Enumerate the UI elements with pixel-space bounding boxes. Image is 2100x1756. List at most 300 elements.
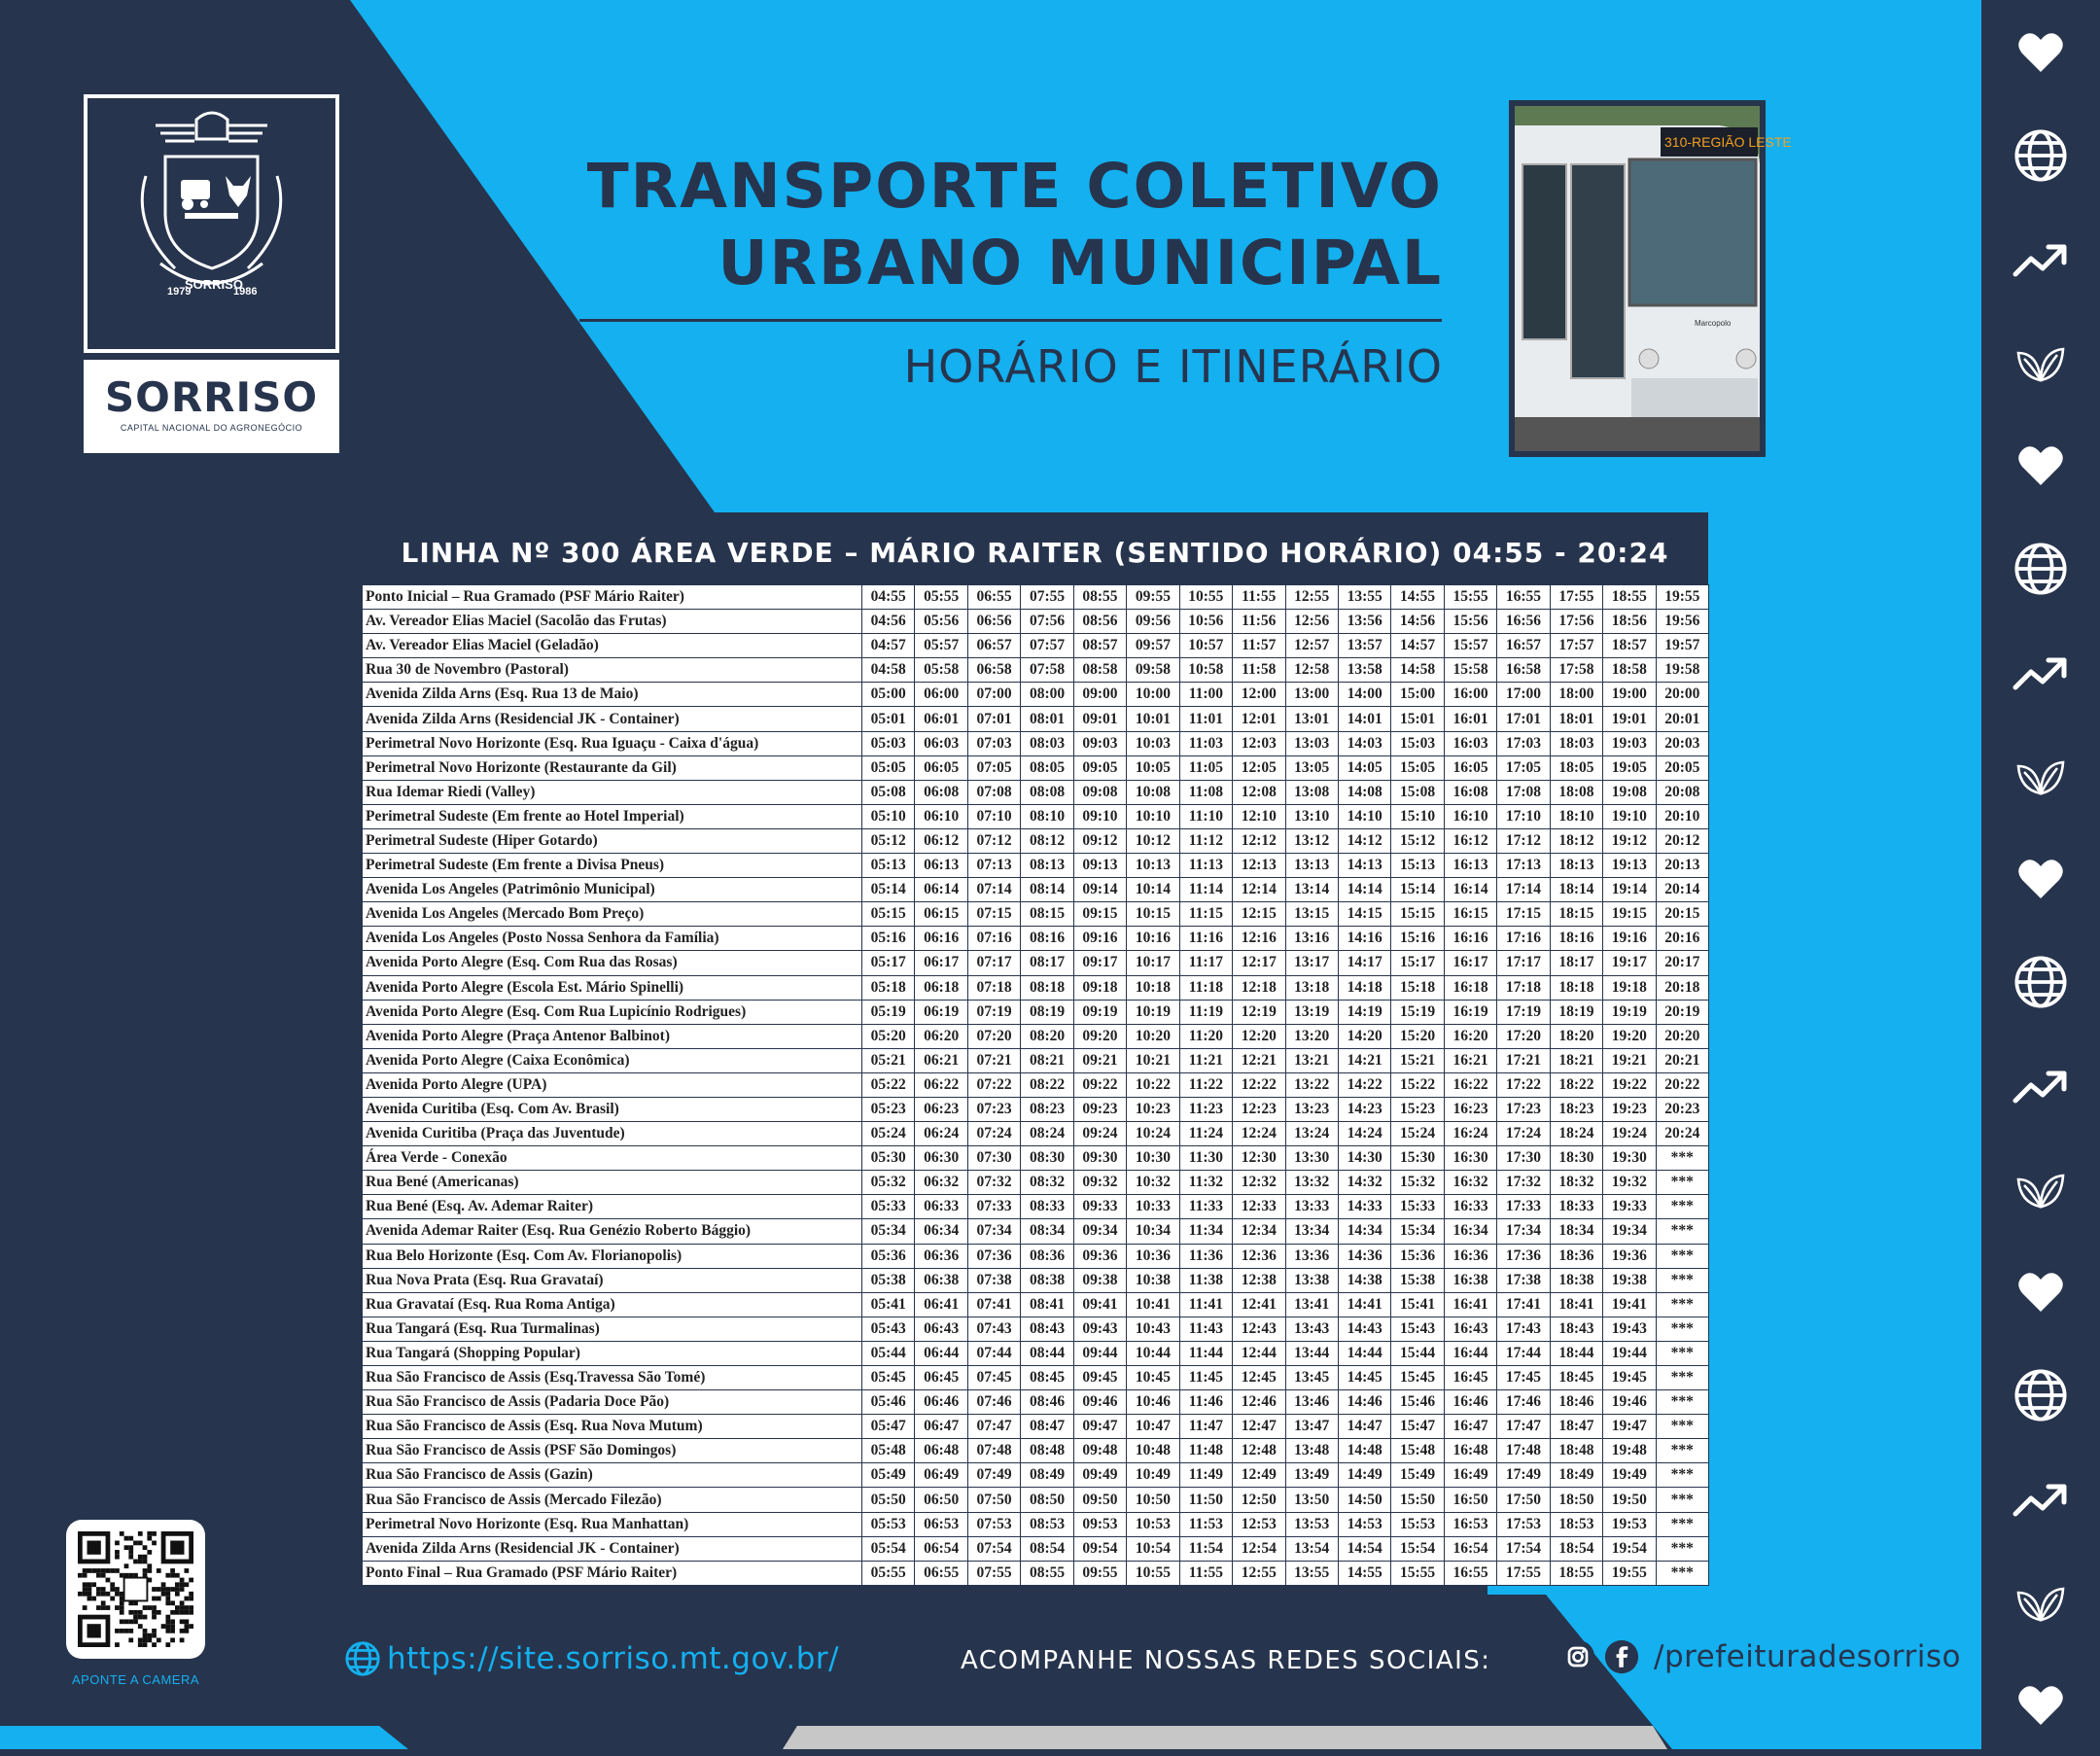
title-line-1: TRANSPORTE COLETIVO	[586, 151, 1443, 222]
departure-time: 18:23	[1550, 1097, 1602, 1121]
departure-time: 17:14	[1497, 878, 1550, 902]
departure-time: 06:41	[915, 1292, 967, 1317]
departure-time: 06:34	[915, 1219, 967, 1244]
stop-name: Rua Tangará (Shopping Popular)	[363, 1341, 862, 1365]
departure-time: 06:55	[915, 1561, 967, 1585]
departure-time: 13:54	[1285, 1536, 1338, 1561]
departure-time: 07:38	[967, 1268, 1020, 1292]
departure-time: 20:08	[1656, 780, 1708, 804]
schedule-row	[363, 1146, 1709, 1171]
departure-time: 06:15	[915, 902, 967, 927]
departure-time: 09:15	[1073, 902, 1126, 927]
departure-time: 07:34	[967, 1219, 1020, 1244]
departure-time: 11:01	[1179, 707, 1232, 731]
departure-time: 18:21	[1550, 1048, 1602, 1072]
schedule-row	[363, 927, 1709, 951]
departure-time: 11:16	[1179, 927, 1232, 951]
departure-time: ***	[1656, 1171, 1708, 1195]
departure-time: 16:46	[1444, 1390, 1496, 1415]
departure-time: 19:46	[1603, 1390, 1656, 1415]
departure-time: 18:10	[1550, 804, 1602, 828]
schedule-row	[363, 634, 1709, 658]
departure-time: 20:21	[1656, 1048, 1708, 1072]
departure-time: 08:46	[1021, 1390, 1073, 1415]
departure-time: 10:41	[1127, 1292, 1179, 1317]
departure-time: 11:45	[1179, 1366, 1232, 1390]
departure-time: 05:24	[862, 1122, 915, 1146]
departure-time: 05:15	[862, 902, 915, 927]
departure-time: 09:55	[1073, 1561, 1126, 1585]
departure-time: 13:47	[1285, 1415, 1338, 1439]
departure-time: 05:58	[915, 658, 967, 683]
departure-time: 18:17	[1550, 951, 1602, 975]
departure-time: 08:05	[1021, 755, 1073, 780]
departure-time: 19:57	[1656, 634, 1708, 658]
departure-time: 11:10	[1179, 804, 1232, 828]
departure-time: ***	[1656, 1561, 1708, 1585]
departure-time: 15:46	[1391, 1390, 1444, 1415]
departure-time: 05:19	[862, 1000, 915, 1024]
departure-time: 15:17	[1391, 951, 1444, 975]
departure-time: 16:55	[1444, 1561, 1496, 1585]
departure-time: 07:20	[967, 1024, 1020, 1048]
departure-time: 11:54	[1179, 1536, 1232, 1561]
departure-time: 18:20	[1550, 1024, 1602, 1048]
departure-time: 07:03	[967, 731, 1020, 755]
departure-time: 07:22	[967, 1072, 1020, 1097]
departure-time: 18:47	[1550, 1415, 1602, 1439]
departure-time: 08:36	[1021, 1244, 1073, 1268]
departure-time: 10:45	[1127, 1366, 1179, 1390]
departure-time: 16:38	[1444, 1268, 1496, 1292]
departure-time: 19:34	[1603, 1219, 1656, 1244]
departure-time: 19:33	[1603, 1195, 1656, 1219]
departure-time: 19:47	[1603, 1415, 1656, 1439]
schedule-row	[363, 1512, 1709, 1536]
heart-icon	[2017, 31, 2064, 74]
side-trend-tile	[1981, 622, 2100, 723]
departure-time: 10:44	[1127, 1341, 1179, 1365]
departure-time: 17:48	[1497, 1439, 1550, 1463]
departure-time: 05:50	[862, 1488, 915, 1512]
departure-time: 18:43	[1550, 1317, 1602, 1341]
departure-time: 16:20	[1444, 1024, 1496, 1048]
departure-time: 08:58	[1073, 658, 1126, 683]
departure-time: 10:50	[1127, 1488, 1179, 1512]
departure-time: 09:23	[1073, 1097, 1126, 1121]
departure-time: ***	[1656, 1195, 1708, 1219]
departure-time: 10:18	[1127, 975, 1179, 1000]
departure-time: 11:24	[1179, 1122, 1232, 1146]
departure-time: 08:19	[1021, 1000, 1073, 1024]
departure-time: 17:50	[1497, 1488, 1550, 1512]
side-globe-tile	[1981, 1345, 2100, 1446]
departure-time: 14:12	[1338, 828, 1390, 853]
departure-time: 11:08	[1179, 780, 1232, 804]
stop-name: Perimetral Novo Horizonte (Esq. Rua Manhattan)	[363, 1512, 862, 1536]
departure-time: 12:55	[1233, 1561, 1285, 1585]
departure-time: 15:00	[1391, 683, 1444, 707]
departure-time: 07:05	[967, 755, 1020, 780]
globe-icon	[2012, 541, 2069, 597]
departure-time: 17:01	[1497, 707, 1550, 731]
stop-name: Rua Tangará (Esq. Rua Turmalinas)	[363, 1317, 862, 1341]
departure-time: 09:16	[1073, 927, 1126, 951]
departure-time: 12:12	[1233, 828, 1285, 853]
departure-time: 20:24	[1656, 1122, 1708, 1146]
departure-time: 20:16	[1656, 927, 1708, 951]
departure-time: 11:50	[1179, 1488, 1232, 1512]
departure-time: 15:57	[1444, 634, 1496, 658]
departure-time: 09:57	[1127, 634, 1179, 658]
departure-time: 06:13	[915, 854, 967, 878]
schedule-row	[363, 585, 1709, 610]
departure-time: 11:57	[1233, 634, 1285, 658]
side-heart-tile	[1981, 415, 2100, 516]
departure-time: 05:05	[862, 755, 915, 780]
departure-time: 20:22	[1656, 1072, 1708, 1097]
side-globe-tile	[1981, 518, 2100, 619]
schedule-row	[363, 828, 1709, 853]
stop-name: Avenida Ademar Raiter (Esq. Rua Genézio Roberto Bággio)	[363, 1219, 862, 1244]
departure-time: 06:43	[915, 1317, 967, 1341]
facebook-icon[interactable]	[1604, 1639, 1639, 1674]
departure-time: 18:22	[1550, 1072, 1602, 1097]
departure-time: 05:45	[862, 1366, 915, 1390]
departure-time: 15:10	[1391, 804, 1444, 828]
departure-time: 09:56	[1127, 610, 1179, 634]
departure-time: 15:56	[1444, 610, 1496, 634]
departure-time: 20:17	[1656, 951, 1708, 975]
departure-time: 18:32	[1550, 1171, 1602, 1195]
departure-time: 15:18	[1391, 975, 1444, 1000]
qr-caption: APONTE A CAMERA	[71, 1672, 200, 1687]
social-handle[interactable]: /prefeituradesorriso	[1654, 1639, 1961, 1674]
departure-time: 16:34	[1444, 1219, 1496, 1244]
departure-time: 06:32	[915, 1171, 967, 1195]
departure-time: 07:32	[967, 1171, 1020, 1195]
departure-time: 19:22	[1603, 1072, 1656, 1097]
departure-time: 07:17	[967, 951, 1020, 975]
departure-time: 14:34	[1338, 1219, 1390, 1244]
departure-time: 05:57	[915, 634, 967, 658]
departure-time: 19:17	[1603, 951, 1656, 975]
departure-time: 10:53	[1127, 1512, 1179, 1536]
schedule-table	[362, 584, 1709, 1586]
globe-icon	[344, 1640, 381, 1677]
social-links[interactable]	[1560, 1639, 1961, 1674]
departure-time: 05:32	[862, 1171, 915, 1195]
departure-time: 16:03	[1444, 731, 1496, 755]
departure-time: 17:56	[1550, 610, 1602, 634]
website-url[interactable]: https://site.sorriso.mt.gov.br/	[387, 1641, 840, 1676]
departure-time: 19:03	[1603, 731, 1656, 755]
schedule-row	[363, 1195, 1709, 1219]
departure-time: 10:03	[1127, 731, 1179, 755]
departure-time: 18:44	[1550, 1341, 1602, 1365]
line-header: LINHA Nº 300 ÁREA VERDE – MÁRIO RAITER (SENTIDO HORÁRIO) 04:55 - 20:24	[362, 512, 1708, 592]
departure-time: 17:16	[1497, 927, 1550, 951]
departure-time: ***	[1656, 1219, 1708, 1244]
departure-time: 17:53	[1497, 1512, 1550, 1536]
departure-time: 06:49	[915, 1463, 967, 1488]
departure-time: 14:55	[1338, 1561, 1390, 1585]
departure-time: 18:12	[1550, 828, 1602, 853]
stop-name: Avenida Porto Alegre (Praça Antenor Balbinot)	[363, 1024, 862, 1048]
departure-time: 13:03	[1285, 731, 1338, 755]
schedule-row	[363, 1488, 1709, 1512]
departure-time: 14:24	[1338, 1122, 1390, 1146]
departure-time: 18:48	[1550, 1439, 1602, 1463]
departure-time: 06:03	[915, 731, 967, 755]
departure-time: 15:13	[1391, 854, 1444, 878]
departure-time: 09:08	[1073, 780, 1126, 804]
departure-time: ***	[1656, 1439, 1708, 1463]
departure-time: 11:34	[1179, 1219, 1232, 1244]
departure-time: 14:48	[1338, 1439, 1390, 1463]
departure-time: 09:34	[1073, 1219, 1126, 1244]
departure-time: 19:18	[1603, 975, 1656, 1000]
departure-time: 09:58	[1127, 658, 1179, 683]
departure-time: 09:22	[1073, 1072, 1126, 1097]
departure-time: 17:55	[1497, 1561, 1550, 1585]
schedule-row	[363, 1097, 1709, 1121]
departure-time: 14:20	[1338, 1024, 1390, 1048]
departure-time: 17:17	[1497, 951, 1550, 975]
departure-time: 05:48	[862, 1439, 915, 1463]
departure-time: 08:00	[1021, 683, 1073, 707]
departure-time: 16:50	[1444, 1488, 1496, 1512]
departure-time: 18:13	[1550, 854, 1602, 878]
departure-time: 18:49	[1550, 1463, 1602, 1488]
side-heart-tile	[1981, 828, 2100, 930]
departure-time: 09:48	[1073, 1439, 1126, 1463]
departure-time: 06:12	[915, 828, 967, 853]
departure-time: 08:08	[1021, 780, 1073, 804]
departure-time: 16:33	[1444, 1195, 1496, 1219]
stop-name: Avenida Los Angeles (Posto Nossa Senhora da Família)	[363, 927, 862, 951]
side-leaf-tile	[1981, 1552, 2100, 1653]
departure-time: 14:56	[1391, 610, 1444, 634]
leaf-icon	[2014, 341, 2067, 384]
departure-time: 13:17	[1285, 951, 1338, 975]
departure-time: 05:44	[862, 1341, 915, 1365]
departure-time: 09:43	[1073, 1317, 1126, 1341]
departure-time: 17:38	[1497, 1268, 1550, 1292]
departure-time: 08:12	[1021, 828, 1073, 853]
departure-time: 10:57	[1179, 634, 1232, 658]
departure-time: 19:49	[1603, 1463, 1656, 1488]
stop-name: Rua Gravataí (Esq. Rua Roma Antiga)	[363, 1292, 862, 1317]
departure-time: 08:16	[1021, 927, 1073, 951]
departure-time: 05:18	[862, 975, 915, 1000]
departure-time: 18:55	[1603, 585, 1656, 610]
departure-time: 11:21	[1179, 1048, 1232, 1072]
departure-time: 13:19	[1285, 1000, 1338, 1024]
departure-time: 13:23	[1285, 1097, 1338, 1121]
departure-time: 09:49	[1073, 1463, 1126, 1488]
side-trend-tile	[1981, 1449, 2100, 1550]
departure-time: 09:21	[1073, 1048, 1126, 1072]
instagram-icon[interactable]	[1560, 1639, 1595, 1674]
trend-icon	[2012, 652, 2070, 693]
departure-time: 18:00	[1550, 683, 1602, 707]
departure-time: 10:56	[1179, 610, 1232, 634]
departure-time: 14:46	[1338, 1390, 1390, 1415]
departure-time: 17:10	[1497, 804, 1550, 828]
departure-time: 12:55	[1285, 585, 1338, 610]
departure-time: 06:50	[915, 1488, 967, 1512]
schedule-row	[363, 1072, 1709, 1097]
schedule-row	[363, 1292, 1709, 1317]
departure-time: 12:53	[1233, 1512, 1285, 1536]
departure-time: 14:41	[1338, 1292, 1390, 1317]
departure-time: 18:58	[1603, 658, 1656, 683]
departure-time: 05:10	[862, 804, 915, 828]
departure-time: 18:55	[1550, 1561, 1602, 1585]
departure-time: 10:00	[1127, 683, 1179, 707]
departure-time: 15:32	[1391, 1171, 1444, 1195]
departure-time: 19:20	[1603, 1024, 1656, 1048]
departure-time: 11:17	[1179, 951, 1232, 975]
departure-time: 15:23	[1391, 1097, 1444, 1121]
departure-time: 19:56	[1656, 610, 1708, 634]
departure-time: 17:36	[1497, 1244, 1550, 1268]
crest-banner: SORRISO	[185, 277, 243, 292]
departure-time: 09:46	[1073, 1390, 1126, 1415]
schedule-row	[363, 1219, 1709, 1244]
departure-time: 08:55	[1021, 1561, 1073, 1585]
logo-name: SORRISO	[104, 373, 319, 421]
schedule-row	[363, 1536, 1709, 1561]
departure-time: 05:12	[862, 828, 915, 853]
departure-time: 13:32	[1285, 1171, 1338, 1195]
departure-time: 13:34	[1285, 1219, 1338, 1244]
departure-time: 10:24	[1127, 1122, 1179, 1146]
departure-time: 07:48	[967, 1439, 1020, 1463]
schedule-row	[363, 731, 1709, 755]
departure-time: 15:19	[1391, 1000, 1444, 1024]
departure-time: 13:56	[1338, 610, 1390, 634]
departure-time: 13:16	[1285, 927, 1338, 951]
departure-time: 17:05	[1497, 755, 1550, 780]
departure-time: 15:54	[1391, 1536, 1444, 1561]
side-leaf-tile	[1981, 725, 2100, 826]
departure-time: 18:14	[1550, 878, 1602, 902]
departure-time: 19:38	[1603, 1268, 1656, 1292]
schedule-row	[363, 610, 1709, 634]
departure-time: 19:58	[1656, 658, 1708, 683]
trend-icon	[2012, 1479, 2070, 1520]
departure-time: 08:01	[1021, 707, 1073, 731]
departure-time: 20:13	[1656, 854, 1708, 878]
departure-time: 14:43	[1338, 1317, 1390, 1341]
departure-time: 06:19	[915, 1000, 967, 1024]
departure-time: ***	[1656, 1488, 1708, 1512]
stop-name: Rua São Francisco de Assis (Esq. Rua Nova Mutum)	[363, 1415, 862, 1439]
departure-time: 11:55	[1179, 1561, 1232, 1585]
departure-time: 09:44	[1073, 1341, 1126, 1365]
departure-time: 07:01	[967, 707, 1020, 731]
departure-time: 12:46	[1233, 1390, 1285, 1415]
schedule-row	[363, 1024, 1709, 1048]
departure-time: 12:21	[1233, 1048, 1285, 1072]
departure-time: 05:55	[915, 585, 967, 610]
departure-time: 12:49	[1233, 1463, 1285, 1488]
departure-time: 16:55	[1497, 585, 1550, 610]
departure-time: 07:56	[1021, 610, 1073, 634]
title-divider	[579, 319, 1442, 322]
heart-icon	[2017, 1684, 2064, 1727]
crest-year-right: 1986	[233, 286, 258, 298]
departure-time: 19:32	[1603, 1171, 1656, 1195]
side-heart-tile	[1981, 1242, 2100, 1343]
departure-time: 08:21	[1021, 1048, 1073, 1072]
departure-time: 14:57	[1391, 634, 1444, 658]
schedule-row	[363, 707, 1709, 731]
departure-time: 07:13	[967, 854, 1020, 878]
schedule-row	[363, 1122, 1709, 1146]
departure-time: 14:22	[1338, 1072, 1390, 1097]
departure-time: 14:19	[1338, 1000, 1390, 1024]
departure-time: ***	[1656, 1341, 1708, 1365]
departure-time: 19:54	[1603, 1536, 1656, 1561]
departure-time: 06:54	[915, 1536, 967, 1561]
departure-time: 20:19	[1656, 1000, 1708, 1024]
departure-time: 10:32	[1127, 1171, 1179, 1195]
departure-time: 14:33	[1338, 1195, 1390, 1219]
departure-time: 15:08	[1391, 780, 1444, 804]
departure-time: 17:00	[1497, 683, 1550, 707]
departure-time: 06:23	[915, 1097, 967, 1121]
departure-time: 09:54	[1073, 1536, 1126, 1561]
departure-time: 19:08	[1603, 780, 1656, 804]
departure-time: 08:45	[1021, 1366, 1073, 1390]
side-leaf-tile	[1981, 312, 2100, 413]
departure-time: ***	[1656, 1292, 1708, 1317]
qr-code[interactable]	[66, 1520, 205, 1659]
departure-time: 10:12	[1127, 828, 1179, 853]
departure-time: 16:22	[1444, 1072, 1496, 1097]
departure-time: 10:49	[1127, 1463, 1179, 1488]
departure-time: 12:44	[1233, 1341, 1285, 1365]
globe-icon	[2012, 954, 2069, 1010]
website-link[interactable]	[344, 1640, 839, 1677]
stop-name: Avenida Zilda Arns (Residencial JK - Container)	[363, 707, 862, 731]
departure-time: 14:00	[1338, 683, 1390, 707]
departure-time: 09:55	[1127, 585, 1179, 610]
departure-time: 19:15	[1603, 902, 1656, 927]
departure-time: 07:33	[967, 1195, 1020, 1219]
heart-icon	[2017, 858, 2064, 900]
stop-name: Perimetral Sudeste (Em frente ao Hotel Imperial)	[363, 804, 862, 828]
departure-time: 05:54	[862, 1536, 915, 1561]
departure-time: 19:41	[1603, 1292, 1656, 1317]
departure-time: 14:55	[1391, 585, 1444, 610]
departure-time: 05:46	[862, 1390, 915, 1415]
departure-time: 16:32	[1444, 1171, 1496, 1195]
departure-time: 10:20	[1127, 1024, 1179, 1048]
departure-time: 18:53	[1550, 1512, 1602, 1536]
departure-time: 12:23	[1233, 1097, 1285, 1121]
stop-name: Av. Vereador Elias Maciel (Sacolão das Frutas)	[363, 610, 862, 634]
bus-brand: Marcopolo	[1695, 319, 1732, 328]
departure-time: 12:50	[1233, 1488, 1285, 1512]
departure-time: 15:55	[1391, 1561, 1444, 1585]
departure-time: 10:19	[1127, 1000, 1179, 1024]
departure-time: 06:01	[915, 707, 967, 731]
departure-time: 12:38	[1233, 1268, 1285, 1292]
